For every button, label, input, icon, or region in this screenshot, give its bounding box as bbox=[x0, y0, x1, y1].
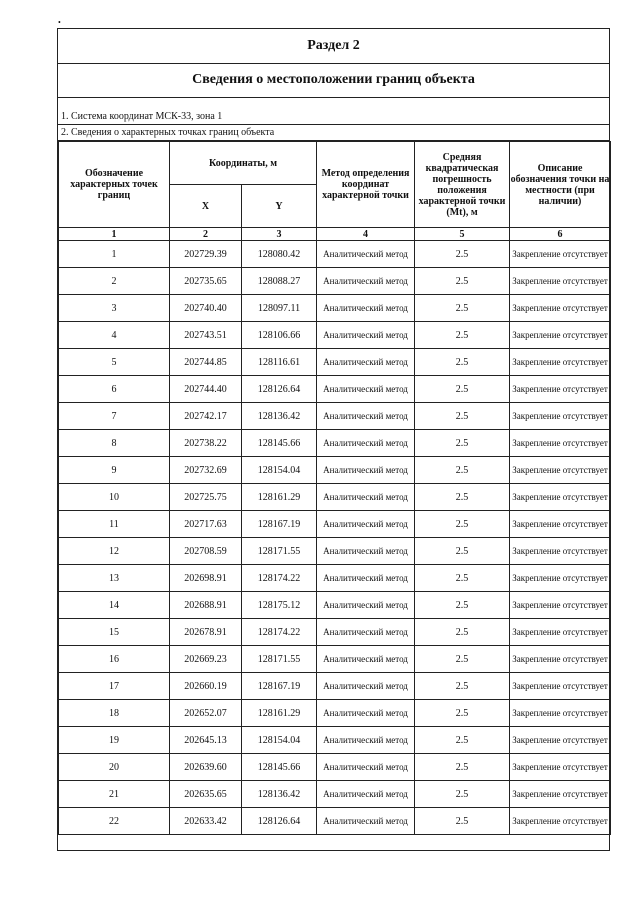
table-row bbox=[59, 700, 611, 727]
header-method: Метод определения координат характерной точки bbox=[317, 142, 415, 228]
error-cell: 2.5 bbox=[415, 457, 510, 484]
header-y: Y bbox=[242, 185, 317, 228]
header-designation: Обозначение характерных точек границ bbox=[59, 142, 170, 228]
error-cell: 2.5 bbox=[415, 754, 510, 781]
header-error: Средняя квадратическая погрешность положения характерной точки (Mt), м bbox=[415, 142, 510, 228]
description-cell: Закрепление отсутствует bbox=[510, 295, 611, 322]
point-number: 5 bbox=[59, 349, 170, 376]
method-cell: Аналитический метод bbox=[317, 673, 415, 700]
error-cell: 2.5 bbox=[415, 646, 510, 673]
table-row bbox=[59, 781, 611, 808]
error-cell: 2.5 bbox=[415, 403, 510, 430]
table-row bbox=[59, 403, 611, 430]
error-cell: 2.5 bbox=[415, 727, 510, 754]
description-cell: Закрепление отсутствует bbox=[510, 538, 611, 565]
coord-y: 128154.04 bbox=[242, 727, 317, 754]
method-cell: Аналитический метод bbox=[317, 781, 415, 808]
method-cell: Аналитический метод bbox=[317, 511, 415, 538]
error-cell: 2.5 bbox=[415, 619, 510, 646]
description-cell: Закрепление отсутствует bbox=[510, 511, 611, 538]
method-cell: Аналитический метод bbox=[317, 349, 415, 376]
point-number: 8 bbox=[59, 430, 170, 457]
error-cell: 2.5 bbox=[415, 295, 510, 322]
description-cell: Закрепление отсутствует bbox=[510, 700, 611, 727]
column-number: 2 bbox=[170, 228, 242, 241]
table-row bbox=[59, 592, 611, 619]
description-cell: Закрепление отсутствует bbox=[510, 376, 611, 403]
method-cell: Аналитический метод bbox=[317, 295, 415, 322]
table-row bbox=[59, 349, 611, 376]
column-number: 1 bbox=[59, 228, 170, 241]
description-cell: Закрепление отсутствует bbox=[510, 754, 611, 781]
point-number: 2 bbox=[59, 268, 170, 295]
coord-x: 202635.65 bbox=[170, 781, 242, 808]
coord-x: 202744.85 bbox=[170, 349, 242, 376]
method-cell: Аналитический метод bbox=[317, 538, 415, 565]
coord-y: 128136.42 bbox=[242, 403, 317, 430]
point-number: 18 bbox=[59, 700, 170, 727]
table-row bbox=[59, 565, 611, 592]
section-title: Раздел 2 bbox=[58, 29, 609, 64]
point-number: 9 bbox=[59, 457, 170, 484]
header-x: X bbox=[170, 185, 242, 228]
coord-y: 128174.22 bbox=[242, 565, 317, 592]
point-number: 4 bbox=[59, 322, 170, 349]
method-cell: Аналитический метод bbox=[317, 403, 415, 430]
column-number: 3 bbox=[242, 228, 317, 241]
description-cell: Закрепление отсутствует bbox=[510, 349, 611, 376]
method-cell: Аналитический метод bbox=[317, 322, 415, 349]
coord-y: 128167.19 bbox=[242, 511, 317, 538]
coord-x: 202688.91 bbox=[170, 592, 242, 619]
description-cell: Закрепление отсутствует bbox=[510, 727, 611, 754]
point-number: 17 bbox=[59, 673, 170, 700]
coord-x: 202742.17 bbox=[170, 403, 242, 430]
table-row bbox=[59, 754, 611, 781]
method-cell: Аналитический метод bbox=[317, 619, 415, 646]
coord-y: 128116.61 bbox=[242, 349, 317, 376]
point-number: 12 bbox=[59, 538, 170, 565]
coord-x: 202708.59 bbox=[170, 538, 242, 565]
coord-y: 128088.27 bbox=[242, 268, 317, 295]
coord-y: 128126.64 bbox=[242, 376, 317, 403]
coordinate-system-line: 1. Система координат МСК-33, зона 1 bbox=[58, 97, 609, 125]
coord-x: 202660.19 bbox=[170, 673, 242, 700]
description-cell: Закрепление отсутствует bbox=[510, 403, 611, 430]
description-cell: Закрепление отсутствует bbox=[510, 592, 611, 619]
coord-x: 202740.40 bbox=[170, 295, 242, 322]
error-cell: 2.5 bbox=[415, 700, 510, 727]
point-number: 19 bbox=[59, 727, 170, 754]
header-description: Описание обозначения точки на местности (при наличии) bbox=[510, 142, 611, 228]
coord-y: 128171.55 bbox=[242, 538, 317, 565]
description-cell: Закрепление отсутствует bbox=[510, 241, 611, 268]
method-cell: Аналитический метод bbox=[317, 241, 415, 268]
page-title: Сведения о местоположении границ объекта bbox=[58, 63, 609, 98]
coord-x: 202633.42 bbox=[170, 808, 242, 835]
description-cell: Закрепление отсутствует bbox=[510, 673, 611, 700]
coord-x: 202743.51 bbox=[170, 322, 242, 349]
method-cell: Аналитический метод bbox=[317, 376, 415, 403]
coord-x: 202729.39 bbox=[170, 241, 242, 268]
table-row bbox=[59, 322, 611, 349]
table-row bbox=[59, 511, 611, 538]
coord-x: 202652.07 bbox=[170, 700, 242, 727]
table-row bbox=[59, 241, 611, 268]
coord-x: 202645.13 bbox=[170, 727, 242, 754]
table-row bbox=[59, 376, 611, 403]
table-row bbox=[59, 673, 611, 700]
point-number: 22 bbox=[59, 808, 170, 835]
coord-y: 128145.66 bbox=[242, 430, 317, 457]
coord-y: 128136.42 bbox=[242, 781, 317, 808]
table-row bbox=[59, 727, 611, 754]
error-cell: 2.5 bbox=[415, 592, 510, 619]
coord-x: 202639.60 bbox=[170, 754, 242, 781]
error-cell: 2.5 bbox=[415, 484, 510, 511]
points-section-line: 2. Сведения о характерных точках границ объекта bbox=[58, 125, 609, 141]
description-cell: Закрепление отсутствует bbox=[510, 646, 611, 673]
error-cell: 2.5 bbox=[415, 268, 510, 295]
method-cell: Аналитический метод bbox=[317, 754, 415, 781]
coord-y: 128161.29 bbox=[242, 700, 317, 727]
coord-y: 128106.66 bbox=[242, 322, 317, 349]
description-cell: Закрепление отсутствует bbox=[510, 565, 611, 592]
description-cell: Закрепление отсутствует bbox=[510, 781, 611, 808]
coord-x: 202738.22 bbox=[170, 430, 242, 457]
description-cell: Закрепление отсутствует bbox=[510, 484, 611, 511]
table-row bbox=[59, 268, 611, 295]
column-number: 6 bbox=[510, 228, 611, 241]
points-table bbox=[58, 141, 611, 835]
point-number: 1 bbox=[59, 241, 170, 268]
table-row bbox=[59, 538, 611, 565]
coord-y: 128174.22 bbox=[242, 619, 317, 646]
coord-y: 128167.19 bbox=[242, 673, 317, 700]
method-cell: Аналитический метод bbox=[317, 268, 415, 295]
point-number: 3 bbox=[59, 295, 170, 322]
coord-x: 202725.75 bbox=[170, 484, 242, 511]
table-row bbox=[59, 646, 611, 673]
coord-y: 128154.04 bbox=[242, 457, 317, 484]
page-mark: • bbox=[58, 18, 61, 27]
coord-x: 202744.40 bbox=[170, 376, 242, 403]
coord-y: 128171.55 bbox=[242, 646, 317, 673]
point-number: 6 bbox=[59, 376, 170, 403]
coord-x: 202698.91 bbox=[170, 565, 242, 592]
point-number: 14 bbox=[59, 592, 170, 619]
coord-x: 202717.63 bbox=[170, 511, 242, 538]
description-cell: Закрепление отсутствует bbox=[510, 619, 611, 646]
error-cell: 2.5 bbox=[415, 511, 510, 538]
coord-y: 128080.42 bbox=[242, 241, 317, 268]
header-coordinates: Координаты, м bbox=[170, 142, 317, 185]
column-number: 4 bbox=[317, 228, 415, 241]
description-cell: Закрепление отсутствует bbox=[510, 808, 611, 835]
coord-y: 128145.66 bbox=[242, 754, 317, 781]
point-number: 20 bbox=[59, 754, 170, 781]
table-row bbox=[59, 430, 611, 457]
coord-y: 128126.64 bbox=[242, 808, 317, 835]
point-number: 21 bbox=[59, 781, 170, 808]
error-cell: 2.5 bbox=[415, 538, 510, 565]
method-cell: Аналитический метод bbox=[317, 700, 415, 727]
coord-y: 128175.12 bbox=[242, 592, 317, 619]
error-cell: 2.5 bbox=[415, 349, 510, 376]
coord-y: 128097.11 bbox=[242, 295, 317, 322]
description-cell: Закрепление отсутствует bbox=[510, 430, 611, 457]
error-cell: 2.5 bbox=[415, 322, 510, 349]
table-row bbox=[59, 457, 611, 484]
method-cell: Аналитический метод bbox=[317, 565, 415, 592]
error-cell: 2.5 bbox=[415, 673, 510, 700]
method-cell: Аналитический метод bbox=[317, 457, 415, 484]
description-cell: Закрепление отсутствует bbox=[510, 322, 611, 349]
table-row bbox=[59, 619, 611, 646]
column-number-row bbox=[59, 228, 611, 241]
error-cell: 2.5 bbox=[415, 376, 510, 403]
method-cell: Аналитический метод bbox=[317, 646, 415, 673]
description-cell: Закрепление отсутствует bbox=[510, 268, 611, 295]
point-number: 10 bbox=[59, 484, 170, 511]
coord-x: 202678.91 bbox=[170, 619, 242, 646]
method-cell: Аналитический метод bbox=[317, 430, 415, 457]
table-row bbox=[59, 295, 611, 322]
column-number: 5 bbox=[415, 228, 510, 241]
error-cell: 2.5 bbox=[415, 781, 510, 808]
coord-x: 202669.23 bbox=[170, 646, 242, 673]
point-number: 16 bbox=[59, 646, 170, 673]
method-cell: Аналитический метод bbox=[317, 808, 415, 835]
method-cell: Аналитический метод bbox=[317, 592, 415, 619]
point-number: 7 bbox=[59, 403, 170, 430]
description-cell: Закрепление отсутствует bbox=[510, 457, 611, 484]
error-cell: 2.5 bbox=[415, 241, 510, 268]
coord-y: 128161.29 bbox=[242, 484, 317, 511]
error-cell: 2.5 bbox=[415, 430, 510, 457]
method-cell: Аналитический метод bbox=[317, 484, 415, 511]
point-number: 11 bbox=[59, 511, 170, 538]
table-row bbox=[59, 808, 611, 835]
coord-x: 202735.65 bbox=[170, 268, 242, 295]
document-frame bbox=[57, 28, 610, 851]
point-number: 15 bbox=[59, 619, 170, 646]
method-cell: Аналитический метод bbox=[317, 727, 415, 754]
point-number: 13 bbox=[59, 565, 170, 592]
error-cell: 2.5 bbox=[415, 808, 510, 835]
error-cell: 2.5 bbox=[415, 565, 510, 592]
table-row bbox=[59, 484, 611, 511]
coord-x: 202732.69 bbox=[170, 457, 242, 484]
